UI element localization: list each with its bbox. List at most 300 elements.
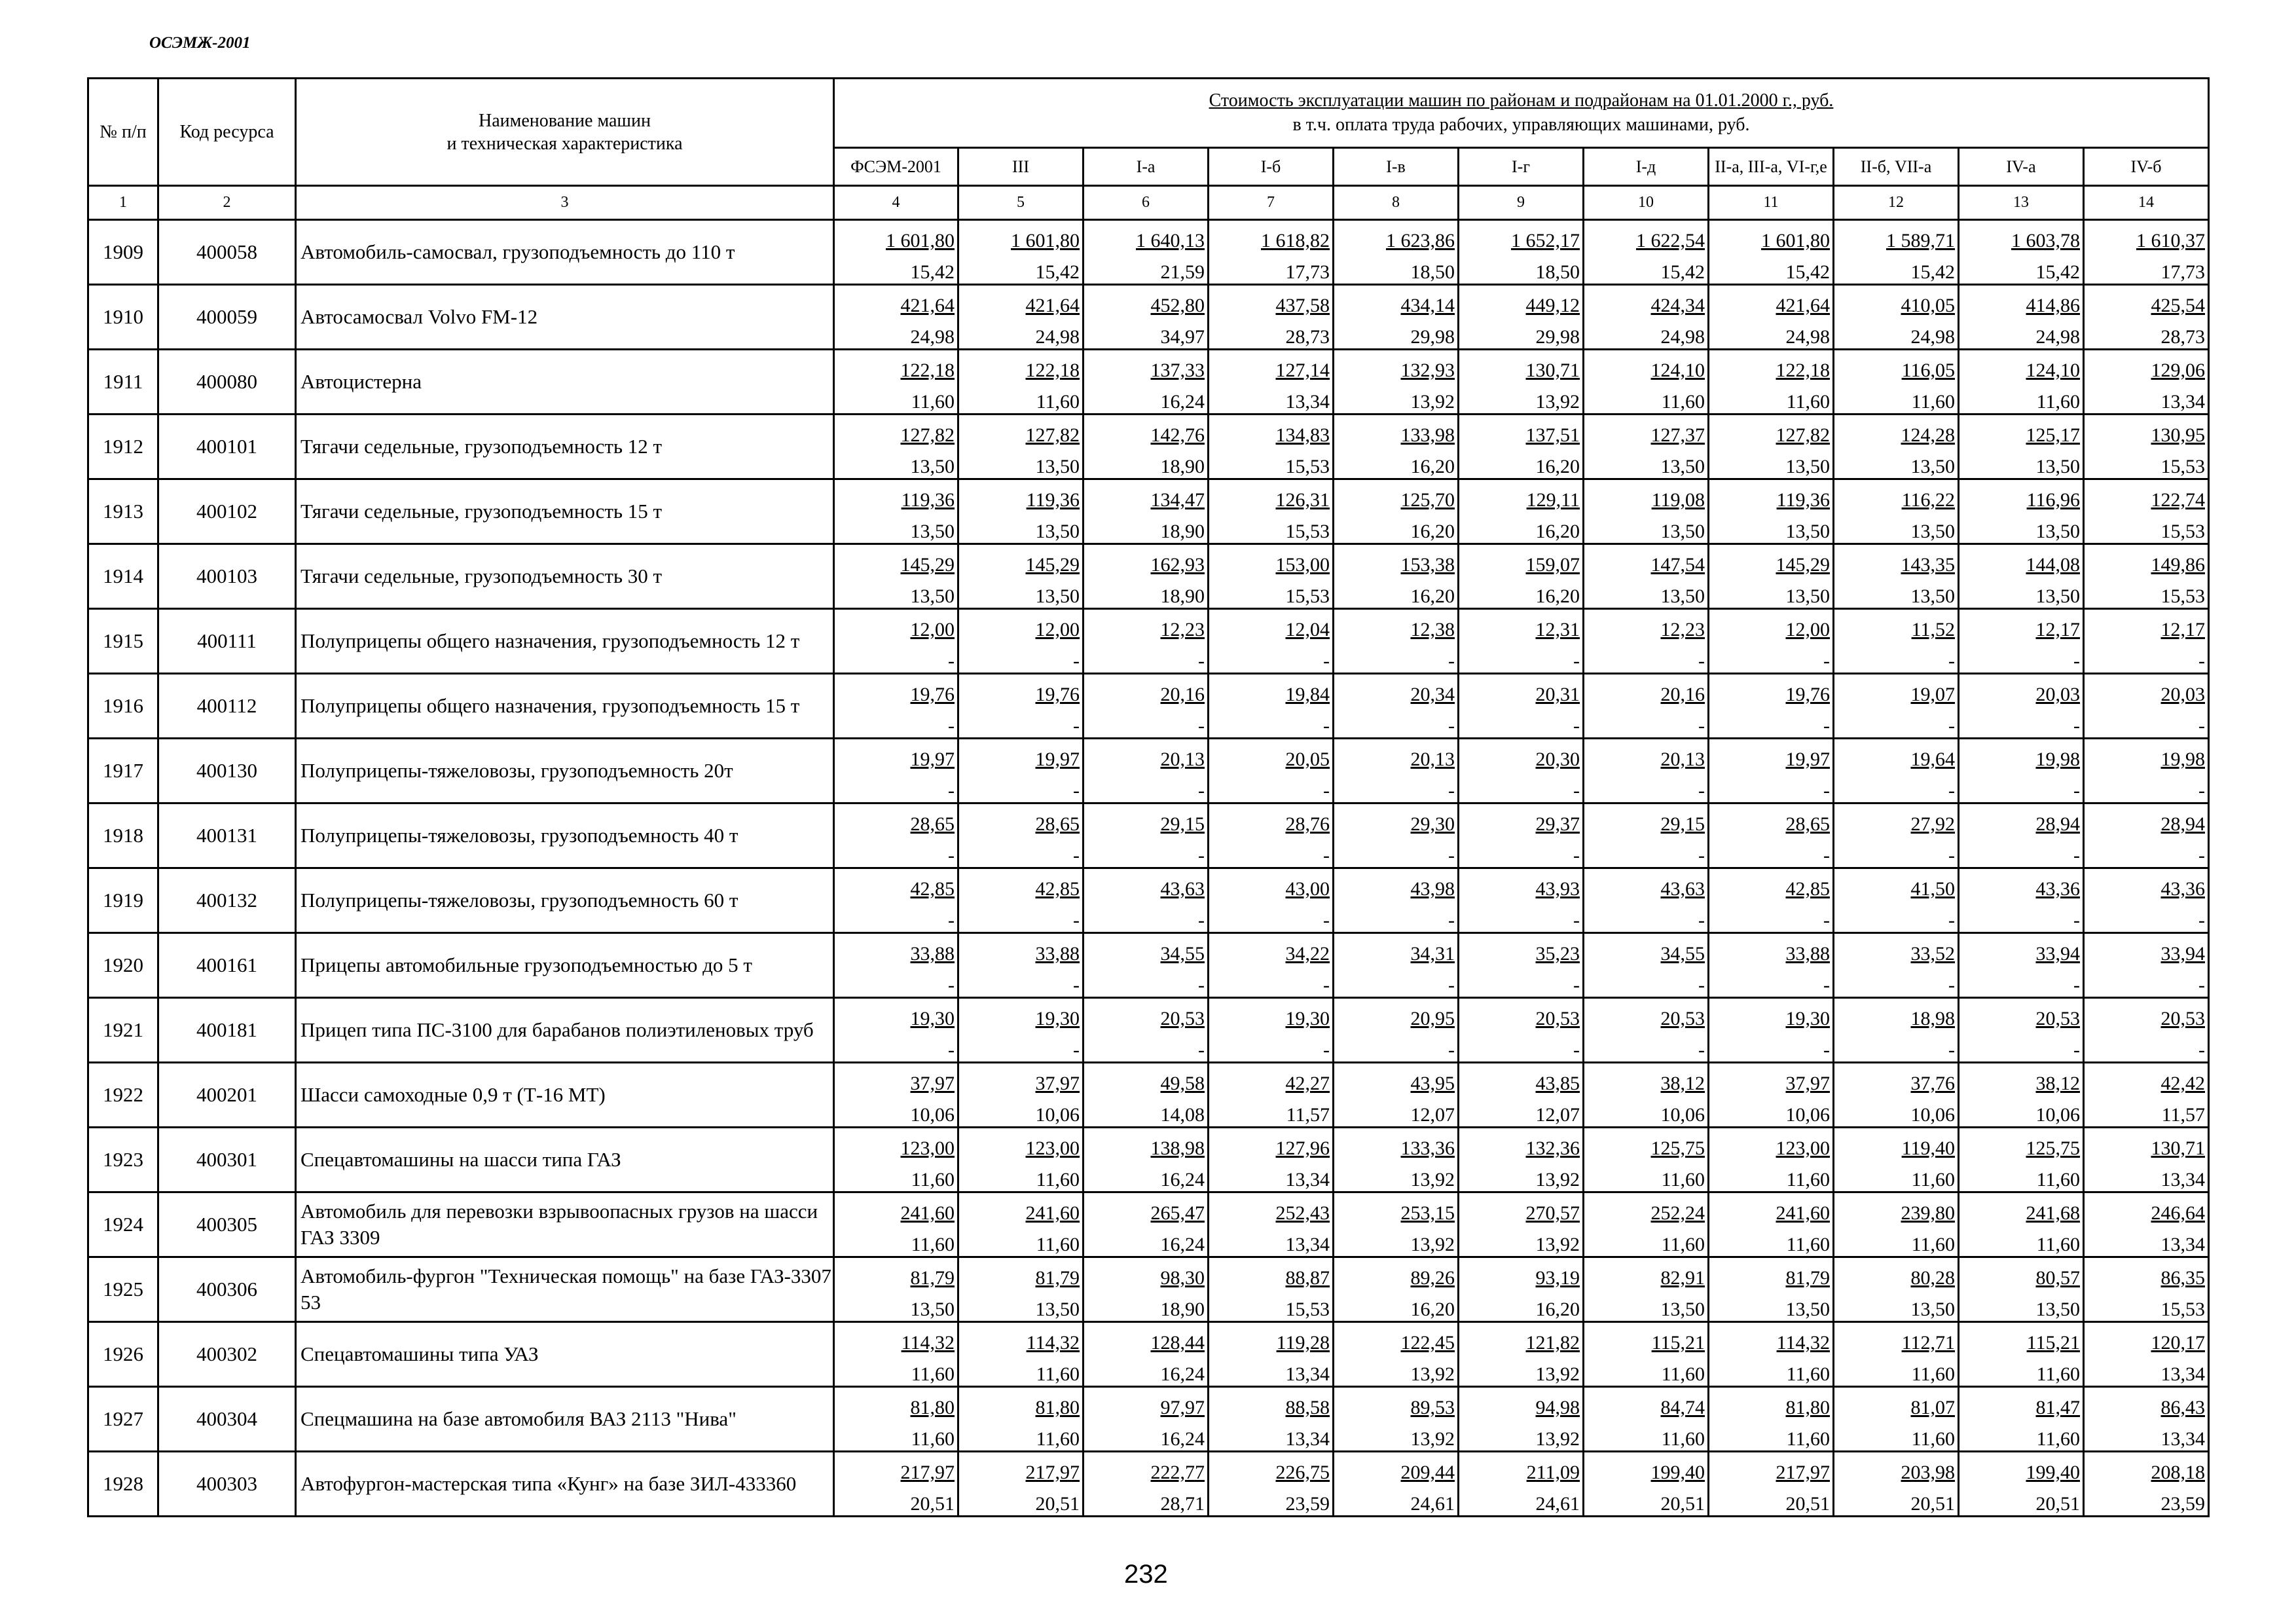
cost-cell	[1959, 220, 2084, 285]
labor-cost-value: -	[1198, 715, 1205, 737]
operating-cost-value: 208,18	[2151, 1462, 2205, 1483]
labor-cost-value: 13,92	[1410, 1428, 1455, 1450]
operating-cost	[1584, 1388, 1707, 1419]
operating-cost	[2085, 1388, 2208, 1419]
labor-cost-value: 11,60	[1911, 1428, 1955, 1450]
cost-cell	[1334, 674, 1459, 739]
operating-cost	[1584, 739, 1707, 771]
operating-cost-value: 145,29	[1776, 554, 1830, 576]
cost-cell	[1334, 350, 1459, 415]
labor-cost-value: 13,50	[1910, 456, 1955, 477]
operating-cost	[1834, 1388, 1958, 1419]
operating-cost	[2085, 1063, 2208, 1095]
cost-cell	[1334, 609, 1459, 674]
labor-cost-value: 13,92	[1535, 1428, 1580, 1450]
cost-cell	[1959, 1192, 2084, 1257]
cost-cell	[1084, 350, 1209, 415]
operating-cost	[1084, 1193, 1207, 1225]
labor-cost-value: -	[1073, 974, 1080, 996]
column-number: 9	[1459, 186, 1584, 220]
resource-code: 400111	[158, 609, 296, 674]
labor-cost-value: -	[1323, 845, 1330, 866]
cost-cell	[1459, 350, 1584, 415]
cost-cell	[1334, 739, 1459, 803]
cost-cell	[1459, 1452, 1584, 1517]
operating-cost-value: 86,43	[2160, 1397, 2205, 1418]
operating-cost	[835, 1063, 957, 1095]
operating-cost	[1209, 1388, 1332, 1419]
operating-cost-value: 28,94	[2160, 813, 2205, 835]
operating-cost-value: 81,80	[1785, 1397, 1830, 1418]
machine-name: Прицепы автомобильные грузоподъемностью до 5 т	[296, 933, 834, 998]
operating-cost-value: 241,60	[1776, 1202, 1830, 1224]
resource-code: 400305	[158, 1192, 296, 1257]
table-row	[88, 933, 2209, 998]
labor-cost-value: 10,06	[910, 1104, 955, 1126]
operating-cost	[1084, 869, 1207, 900]
row-number: 1925	[88, 1257, 158, 1322]
table-row	[88, 1128, 2209, 1192]
labor-cost-value: 13,50	[1660, 456, 1705, 477]
operating-cost	[1209, 1258, 1332, 1289]
cost-cell	[834, 220, 958, 285]
machine-name: Прицеп типа ПС-3100 для барабанов полиэтиленовых труб	[296, 998, 834, 1063]
operating-cost-value: 35,23	[1535, 943, 1580, 965]
cost-cell	[958, 1257, 1084, 1322]
labor-cost-value: 13,92	[1410, 1234, 1455, 1255]
operating-cost	[1959, 1258, 2083, 1289]
table-row	[88, 739, 2209, 803]
operating-cost	[1584, 869, 1707, 900]
labor-cost-value: -	[1198, 1039, 1205, 1061]
cost-cell	[1459, 285, 1584, 350]
price-title-line1: Стоимость эксплуатации машин по районам и подрайонам на 01.01.2000 г., руб.	[1209, 90, 1834, 111]
labor-cost-value: 16,20	[1410, 585, 1455, 607]
operating-cost	[1459, 739, 1582, 771]
cost-cell	[2084, 544, 2209, 609]
labor-cost-value: 10,06	[1660, 1104, 1705, 1126]
cost-cell	[1834, 1387, 1959, 1452]
labor-cost-value: 11,60	[1661, 1234, 1705, 1255]
operating-cost-value: 1 601,80	[1761, 230, 1830, 251]
operating-cost-value: 33,88	[910, 943, 955, 965]
operating-cost	[1584, 610, 1707, 641]
labor-cost-value: 11,60	[911, 1428, 955, 1450]
operating-cost	[959, 610, 1082, 641]
row-number: 1921	[88, 998, 158, 1063]
operating-cost	[1334, 674, 1457, 706]
labor-cost-value: -	[1573, 715, 1580, 737]
labor-cost-value: 13,50	[1660, 585, 1705, 607]
cost-cell	[1834, 1128, 1959, 1192]
cost-cell	[1084, 1322, 1209, 1387]
cost-cell	[2084, 1387, 2209, 1452]
cost-cell	[834, 1322, 958, 1387]
operating-cost	[835, 415, 957, 447]
operating-cost-value: 19,30	[910, 1008, 955, 1029]
cost-cell	[1709, 350, 1834, 415]
operating-cost	[2085, 1323, 2208, 1354]
labor-cost-value: 23,59	[2160, 1493, 2205, 1515]
cost-cell	[2084, 739, 2209, 803]
cost-cell	[1209, 609, 1334, 674]
labor-cost-value: 13,50	[910, 456, 955, 477]
operating-cost	[1834, 869, 1958, 900]
operating-cost	[1334, 934, 1457, 965]
cost-cell	[1459, 220, 1584, 285]
operating-cost-value: 119,36	[1026, 489, 1080, 511]
labor-cost-value: -	[948, 715, 955, 737]
operating-cost	[1209, 221, 1332, 252]
row-number: 1911	[88, 350, 158, 415]
labor-cost-value: 16,20	[1535, 521, 1580, 542]
operating-cost-value: 127,37	[1650, 424, 1705, 446]
operating-cost-value: 81,47	[2035, 1397, 2080, 1418]
labor-cost-value: 11,60	[2036, 391, 2080, 413]
operating-cost-value: 134,47	[1150, 489, 1205, 511]
operating-cost	[1959, 1388, 2083, 1419]
cost-cell	[1959, 1452, 2084, 1517]
labor-cost-value: -	[1948, 845, 1955, 866]
labor-cost-value: -	[1948, 715, 1955, 737]
row-number: 1915	[88, 609, 158, 674]
operating-cost	[835, 286, 957, 317]
operating-cost-value: 138,98	[1150, 1137, 1205, 1159]
labor-cost-value: 16,24	[1160, 1169, 1205, 1190]
labor-cost-value: 18,90	[1160, 521, 1205, 542]
labor-cost-value: -	[1073, 650, 1080, 672]
operating-cost	[959, 1388, 1082, 1419]
cost-cell	[1334, 1192, 1459, 1257]
cost-cell	[1459, 609, 1584, 674]
operating-cost	[1084, 804, 1207, 836]
cost-cell	[1834, 220, 1959, 285]
labor-cost-value: 24,98	[1910, 326, 1955, 348]
operating-cost	[2085, 480, 2208, 511]
labor-cost-value: 29,98	[1535, 326, 1580, 348]
cost-cell	[1084, 415, 1209, 479]
operating-cost	[1834, 415, 1958, 447]
operating-cost-value: 209,44	[1400, 1462, 1455, 1483]
operating-cost-value: 28,76	[1285, 813, 1330, 835]
cost-cell	[1584, 1192, 1709, 1257]
operating-cost	[1209, 286, 1332, 317]
row-number: 1913	[88, 479, 158, 544]
labor-cost-value: 20,51	[910, 1493, 955, 1515]
operating-cost	[1584, 1452, 1707, 1484]
labor-cost-value: -	[2073, 650, 2080, 672]
operating-cost-value: 241,68	[2026, 1202, 2080, 1224]
cost-cell	[1584, 609, 1709, 674]
operating-cost-value: 127,82	[1025, 424, 1080, 446]
operating-cost-value: 133,36	[1400, 1137, 1455, 1159]
operating-cost	[1834, 999, 1958, 1030]
operating-cost-value: 132,36	[1525, 1137, 1580, 1159]
labor-cost-value: 15,42	[1660, 261, 1705, 283]
resource-code: 400130	[158, 739, 296, 803]
resource-code: 400303	[158, 1452, 296, 1517]
labor-cost-value: -	[1823, 845, 1830, 866]
operating-cost	[2085, 415, 2208, 447]
cost-cell	[1084, 1257, 1209, 1322]
operating-cost	[1584, 804, 1707, 836]
labor-cost-value: -	[1573, 650, 1580, 672]
labor-cost-value: 11,60	[1786, 391, 1830, 413]
labor-cost-value: -	[1448, 650, 1455, 672]
operating-cost	[1834, 804, 1958, 836]
operating-cost	[1084, 480, 1207, 511]
cost-cell	[1834, 1257, 1959, 1322]
cost-cell	[1959, 544, 2084, 609]
operating-cost	[1084, 674, 1207, 706]
operating-cost-value: 19,64	[1910, 748, 1955, 770]
operating-cost	[1084, 1258, 1207, 1289]
labor-cost-value: -	[1573, 974, 1580, 996]
labor-cost-value: -	[948, 845, 955, 866]
operating-cost	[959, 999, 1082, 1030]
cost-cell	[1209, 998, 1334, 1063]
operating-cost	[2085, 934, 2208, 965]
cost-cell	[1459, 803, 1584, 868]
cost-cell	[1334, 1452, 1459, 1517]
table-row	[88, 1322, 2209, 1387]
labor-cost-value: 24,98	[2035, 326, 2080, 348]
table-row	[88, 220, 2209, 285]
operating-cost-value: 1 623,86	[1386, 230, 1455, 251]
labor-cost-value: 11,60	[1036, 1363, 1080, 1385]
operating-cost-value: 20,53	[1535, 1008, 1580, 1029]
operating-cost-value: 12,17	[2160, 619, 2205, 640]
operating-cost	[835, 674, 957, 706]
operating-cost	[1334, 1063, 1457, 1095]
operating-cost	[1334, 480, 1457, 511]
operating-cost-value: 19,76	[1785, 684, 1830, 705]
cost-cell	[1709, 285, 1834, 350]
operating-cost	[1209, 480, 1332, 511]
operating-cost	[1209, 1063, 1332, 1095]
labor-cost-value: -	[1323, 910, 1330, 931]
operating-cost	[1334, 1193, 1457, 1225]
operating-cost-value: 80,28	[1910, 1267, 1955, 1289]
operating-cost	[1209, 934, 1332, 965]
labor-cost-value: -	[1698, 910, 1705, 931]
operating-cost-value: 421,64	[1025, 295, 1080, 316]
labor-cost-value: 13,50	[1035, 585, 1080, 607]
labor-cost-value: -	[1323, 1039, 1330, 1061]
cost-cell	[2084, 1257, 2209, 1322]
operating-cost	[2085, 1128, 2208, 1160]
table-row	[88, 285, 2209, 350]
operating-cost	[1834, 674, 1958, 706]
operating-cost-value: 127,82	[900, 424, 955, 446]
operating-cost	[1709, 545, 1832, 576]
labor-cost-value: -	[1448, 780, 1455, 802]
cost-cell	[1209, 1128, 1334, 1192]
labor-cost-value: 13,50	[2035, 456, 2080, 477]
cost-cell	[1209, 1452, 1334, 1517]
operating-cost-value: 19,76	[1035, 684, 1080, 705]
operating-cost-value: 145,29	[900, 554, 955, 576]
operating-cost-value: 116,96	[2026, 489, 2080, 511]
operating-cost-value: 1 652,17	[1511, 230, 1580, 251]
operating-cost	[1834, 934, 1958, 965]
cost-cell	[1459, 1257, 1584, 1322]
operating-cost	[1084, 999, 1207, 1030]
labor-cost-value: 16,20	[1535, 1299, 1580, 1320]
operating-cost-value: 222,77	[1150, 1462, 1205, 1483]
column-number: 7	[1209, 186, 1334, 220]
labor-cost-value: 13,34	[1285, 1428, 1330, 1450]
labor-cost-value: 18,50	[1410, 261, 1455, 283]
labor-cost-value: 11,60	[1661, 391, 1705, 413]
cost-cell	[1834, 1063, 1959, 1128]
operating-cost-value: 437,58	[1275, 295, 1330, 316]
price-title-line2: в т.ч. оплата труда рабочих, управляющих машинами, руб.	[1292, 114, 1750, 135]
header-district: I-г	[1459, 148, 1584, 186]
cost-cell	[2084, 933, 2209, 998]
operating-cost	[835, 739, 957, 771]
operating-cost-value: 33,52	[1910, 943, 1955, 965]
operating-cost	[1709, 1128, 1832, 1160]
labor-cost-value: 11,57	[1286, 1104, 1330, 1126]
labor-cost-value: 11,60	[1036, 1234, 1080, 1255]
operating-cost-value: 34,31	[1410, 943, 1455, 965]
operating-cost	[959, 480, 1082, 511]
operating-cost	[1584, 1193, 1707, 1225]
operating-cost	[1959, 286, 2083, 317]
operating-cost	[835, 1323, 957, 1354]
operating-cost	[959, 1323, 1082, 1354]
operating-cost-value: 125,75	[1650, 1137, 1705, 1159]
operating-cost-value: 127,96	[1275, 1137, 1330, 1159]
operating-cost	[959, 415, 1082, 447]
resource-code: 400301	[158, 1128, 296, 1192]
operating-cost-value: 119,36	[901, 489, 955, 511]
cost-cell	[1959, 1322, 2084, 1387]
cost-cell	[1834, 933, 1959, 998]
operating-cost-value: 88,87	[1285, 1267, 1330, 1289]
operating-cost	[1334, 1128, 1457, 1160]
operating-cost-value: 149,86	[2151, 554, 2205, 576]
labor-cost-value: -	[1573, 845, 1580, 866]
operating-cost-value: 133,98	[1400, 424, 1455, 446]
operating-cost	[1584, 480, 1707, 511]
cost-cell	[1834, 544, 1959, 609]
labor-cost-value: 11,60	[2036, 1234, 2080, 1255]
operating-cost	[835, 934, 957, 965]
operating-cost	[1834, 350, 1958, 382]
labor-cost-value: -	[2073, 910, 2080, 931]
operating-cost	[1209, 804, 1332, 836]
operating-cost	[1084, 610, 1207, 641]
operating-cost-value: 1 622,54	[1636, 230, 1705, 251]
operating-cost-value: 129,11	[1526, 489, 1580, 511]
operating-cost-value: 116,22	[1901, 489, 1955, 511]
operating-cost	[1709, 1063, 1832, 1095]
operating-cost-value: 82,91	[1660, 1267, 1705, 1289]
cost-cell	[2084, 868, 2209, 933]
operating-cost-value: 33,94	[2160, 943, 2205, 965]
labor-cost-value: 11,60	[2036, 1169, 2080, 1190]
header-district: ФСЭМ-2001	[834, 148, 958, 186]
table-row	[88, 1257, 2209, 1322]
operating-cost-value: 12,00	[1035, 619, 1080, 640]
labor-cost-value: 13,92	[1535, 1363, 1580, 1385]
operating-cost-value: 19,84	[1285, 684, 1330, 705]
operating-cost-value: 19,30	[1785, 1008, 1830, 1029]
operating-cost-value: 115,21	[2026, 1332, 2080, 1354]
labor-cost-value: -	[2198, 650, 2205, 672]
cost-cell	[1084, 1192, 1209, 1257]
cost-cell	[1584, 1452, 1709, 1517]
operating-cost-value: 34,55	[1160, 943, 1205, 965]
operating-cost-value: 20,03	[2160, 684, 2205, 705]
operating-cost	[2085, 221, 2208, 252]
operating-cost	[2085, 286, 2208, 317]
operating-cost-value: 126,31	[1275, 489, 1330, 511]
resource-code: 400306	[158, 1257, 296, 1322]
operating-cost-value: 11,52	[1911, 619, 1955, 640]
labor-cost-value: 15,53	[2160, 585, 2205, 607]
operating-cost-value: 452,80	[1150, 295, 1205, 316]
operating-cost-value: 33,88	[1035, 943, 1080, 965]
cost-cell	[1834, 868, 1959, 933]
operating-cost-value: 122,18	[900, 360, 955, 381]
labor-cost-value: 24,98	[1035, 326, 1080, 348]
operating-cost-value: 20,53	[1660, 1008, 1705, 1029]
operating-cost	[1459, 610, 1582, 641]
labor-cost-value: 13,34	[1285, 1234, 1330, 1255]
operating-cost	[1084, 1063, 1207, 1095]
labor-cost-value: 20,51	[1660, 1493, 1705, 1515]
cost-cell	[2084, 479, 2209, 544]
operating-cost-value: 124,10	[1650, 360, 1705, 381]
labor-cost-value: -	[1823, 910, 1830, 931]
operating-cost-value: 125,75	[2026, 1137, 2080, 1159]
operating-cost-value: 1 610,37	[2136, 230, 2205, 251]
machine-cost-table	[87, 77, 2210, 1517]
cost-cell	[1584, 415, 1709, 479]
labor-cost-value: 13,50	[2035, 521, 2080, 542]
operating-cost	[1209, 610, 1332, 641]
labor-cost-value: -	[1448, 1039, 1455, 1061]
cost-cell	[1084, 1063, 1209, 1128]
table-row	[88, 544, 2209, 609]
operating-cost	[1459, 1388, 1582, 1419]
operating-cost	[1709, 1258, 1832, 1289]
operating-cost-value: 1 601,80	[1011, 230, 1080, 251]
cost-cell	[1334, 933, 1459, 998]
labor-cost-value: 11,60	[1786, 1363, 1830, 1385]
cost-cell	[1834, 350, 1959, 415]
operating-cost	[1709, 610, 1832, 641]
cost-cell	[1209, 544, 1334, 609]
header-machine-name-line2: и техническая характеристика	[446, 133, 683, 154]
operating-cost	[1209, 1452, 1332, 1484]
operating-cost	[1459, 1063, 1582, 1095]
cost-cell	[2084, 998, 2209, 1063]
cost-cell	[1959, 674, 2084, 739]
labor-cost-value: 16,24	[1160, 1234, 1205, 1255]
operating-cost-value: 153,00	[1275, 554, 1330, 576]
operating-cost-value: 18,98	[1910, 1008, 1955, 1029]
cost-cell	[834, 868, 958, 933]
cost-cell	[834, 544, 958, 609]
labor-cost-value: -	[2073, 974, 2080, 996]
labor-cost-value: -	[1698, 974, 1705, 996]
labor-cost-value: -	[1073, 780, 1080, 802]
operating-cost	[1209, 1323, 1332, 1354]
